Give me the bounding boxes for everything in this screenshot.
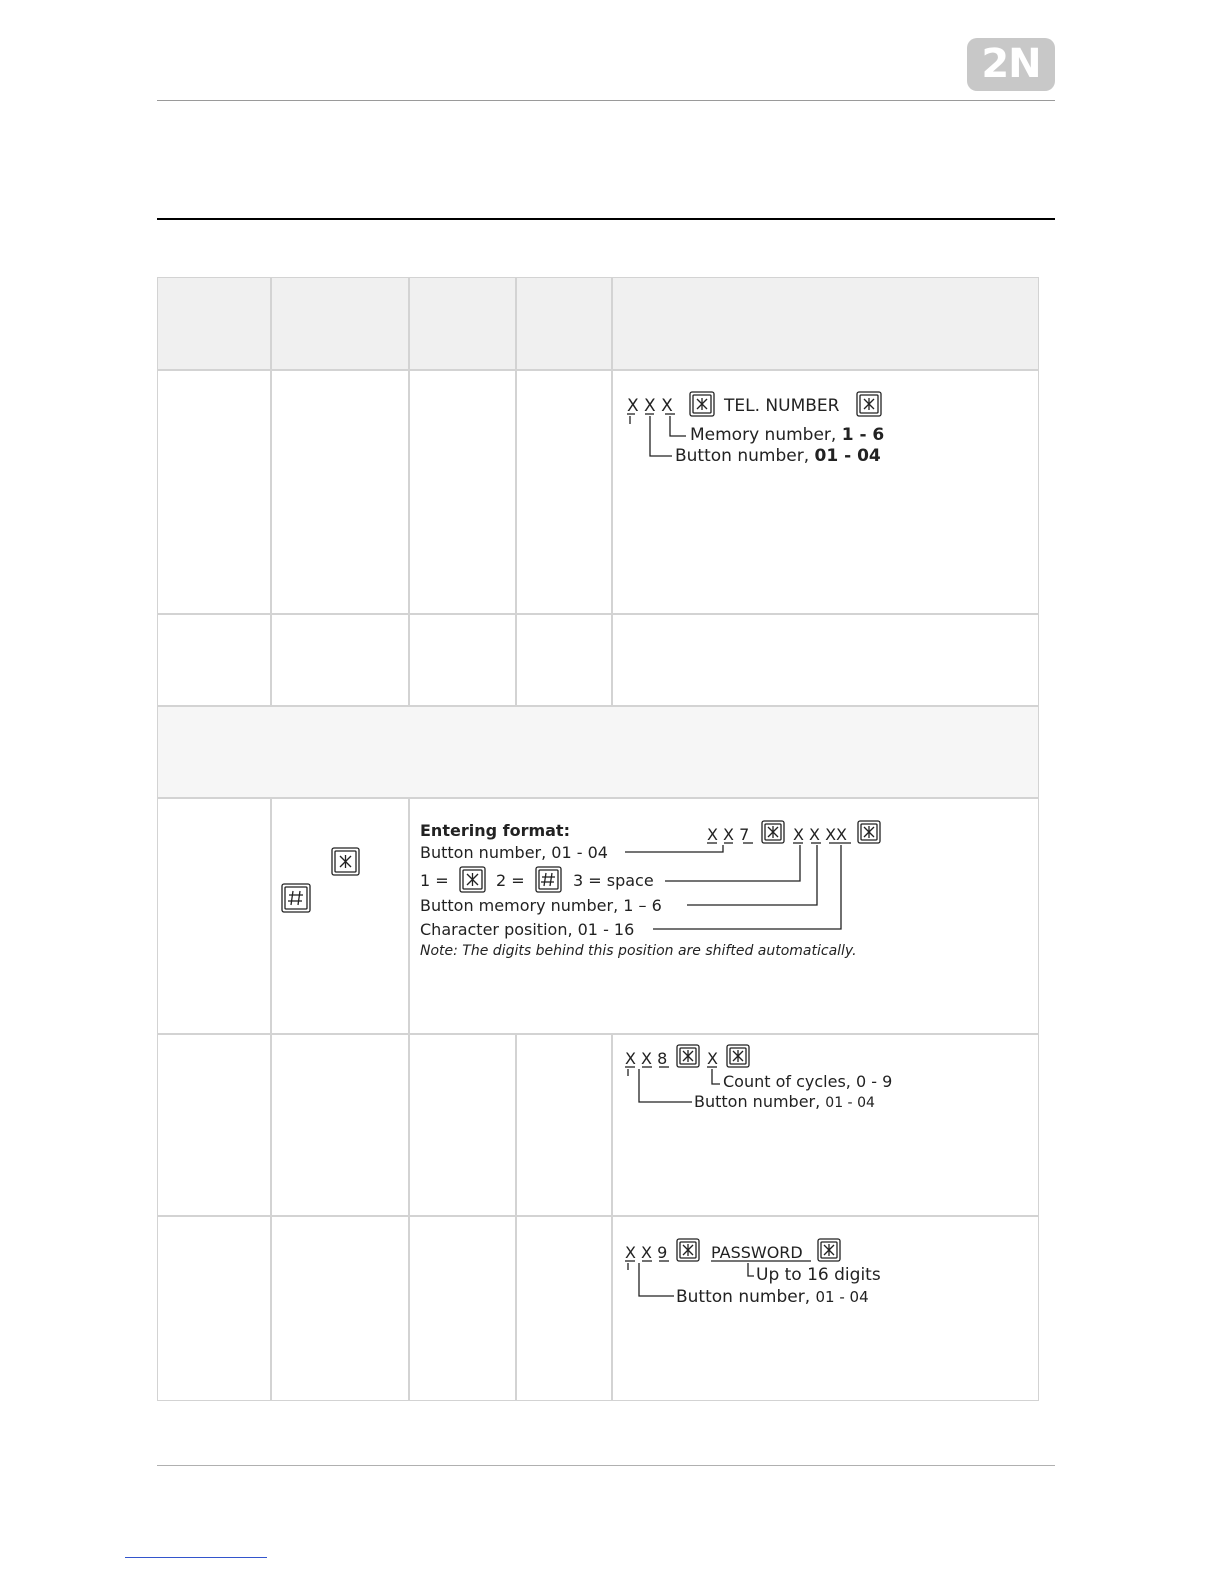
section-title-rule <box>157 218 1055 220</box>
row4-format-diagram <box>620 1042 920 1116</box>
row1-cell-1 <box>157 370 271 614</box>
logo-text: 2N <box>981 41 1041 87</box>
row3-key-pair <box>280 846 370 916</box>
row5-cell-1 <box>157 1216 271 1401</box>
row2-cell-5 <box>612 614 1039 706</box>
row1-seq-prefix: X X X <box>627 396 673 416</box>
row4-seq-a: X X 8 <box>625 1049 668 1068</box>
row4-cell-1 <box>157 1034 271 1216</box>
row4-button-label: Button number, <box>694 1092 826 1111</box>
hash-key-icon <box>536 867 561 892</box>
header-cell-4 <box>516 277 612 370</box>
star-key-icon <box>677 1239 699 1261</box>
row3-seq-a: X X 7 <box>707 825 750 844</box>
row2-cell-3 <box>409 614 516 706</box>
hash-key-icon <box>282 884 310 912</box>
star-key-icon <box>818 1239 840 1261</box>
row3-heading: Entering format: <box>420 821 570 840</box>
header-cell-1 <box>157 277 271 370</box>
brand-logo <box>967 38 1055 91</box>
row4-count-note: Count of cycles, 0 - 9 <box>723 1072 893 1091</box>
row2-cell-2 <box>271 614 409 706</box>
row1-button-range: 01 - 04 <box>814 446 881 466</box>
header-cell-2 <box>271 277 409 370</box>
row2-cell-4 <box>516 614 612 706</box>
row5-cell-4 <box>516 1216 612 1401</box>
svg-text:Button number, 01 - 04 <box>675 446 881 466</box>
star-key-icon <box>857 392 881 416</box>
svg-text:Memory number, 1 - 6 <box>690 425 884 445</box>
row1-button-label: Button number, <box>675 446 815 466</box>
section-row <box>157 706 1039 798</box>
star-key-icon <box>460 867 485 892</box>
row4-cell-3 <box>409 1034 516 1216</box>
row1-memory-range: 1 - 6 <box>841 425 885 445</box>
row2-cell-1 <box>157 614 271 706</box>
row5-cell-3 <box>409 1216 516 1401</box>
header-cell-5 <box>612 277 1039 370</box>
row1-cell-2 <box>271 370 409 614</box>
row5-password: PASSWORD <box>711 1243 803 1262</box>
footer-link-underline[interactable] <box>125 1557 267 1558</box>
header-rule <box>157 100 1055 101</box>
star-key-icon <box>762 821 784 843</box>
row3-line-button: Button number, 01 - 04 <box>420 843 608 862</box>
row4-seq-b: X <box>707 1049 718 1068</box>
star-key-icon <box>332 848 359 875</box>
row4-cell-4 <box>516 1034 612 1216</box>
star-key-icon <box>727 1045 749 1067</box>
row5-cell-2 <box>271 1216 409 1401</box>
row3-line-memory: Button memory number, 1 – 6 <box>420 896 662 915</box>
row5-seq-a: X X 9 <box>625 1243 668 1262</box>
row5-format-diagram <box>620 1236 920 1310</box>
row1-memory-label: Memory number, <box>690 425 842 445</box>
row3-line-keys-b: 2 = <box>496 871 525 890</box>
row1-tel-number: TEL. NUMBER <box>724 396 840 416</box>
row3-format-diagram <box>415 815 915 965</box>
star-key-icon <box>690 392 714 416</box>
footer-rule <box>157 1465 1055 1466</box>
row1-cell-4 <box>516 370 612 614</box>
star-key-icon <box>677 1045 699 1067</box>
row1-format-diagram <box>620 388 920 474</box>
row1-cell-3 <box>409 370 516 614</box>
row3-line-keys-c: 3 = space <box>573 871 654 890</box>
row3-cell-2 <box>271 798 409 1034</box>
row5-digits-note: Up to 16 digits <box>756 1265 881 1285</box>
row3-line-position: Character position, 01 - 16 <box>420 920 635 939</box>
row3-seq-b: X X XX <box>793 825 848 844</box>
row3-cell-1 <box>157 798 271 1034</box>
star-key-icon <box>858 821 880 843</box>
svg-text:Button number, 01 - 04 <box>676 1287 869 1307</box>
svg-text:Button number, 01 - 04 <box>694 1092 875 1111</box>
row3-line-keys-a: 1 = <box>420 871 449 890</box>
row3-note: Note: The digits behind this position are shifted automatically. <box>420 943 857 959</box>
row4-cell-2 <box>271 1034 409 1216</box>
row5-button-range: 01 - 04 <box>815 1288 869 1306</box>
row4-button-range: 01 - 04 <box>825 1095 875 1111</box>
row5-button-label: Button number, <box>676 1287 816 1307</box>
header-cell-3 <box>409 277 516 370</box>
